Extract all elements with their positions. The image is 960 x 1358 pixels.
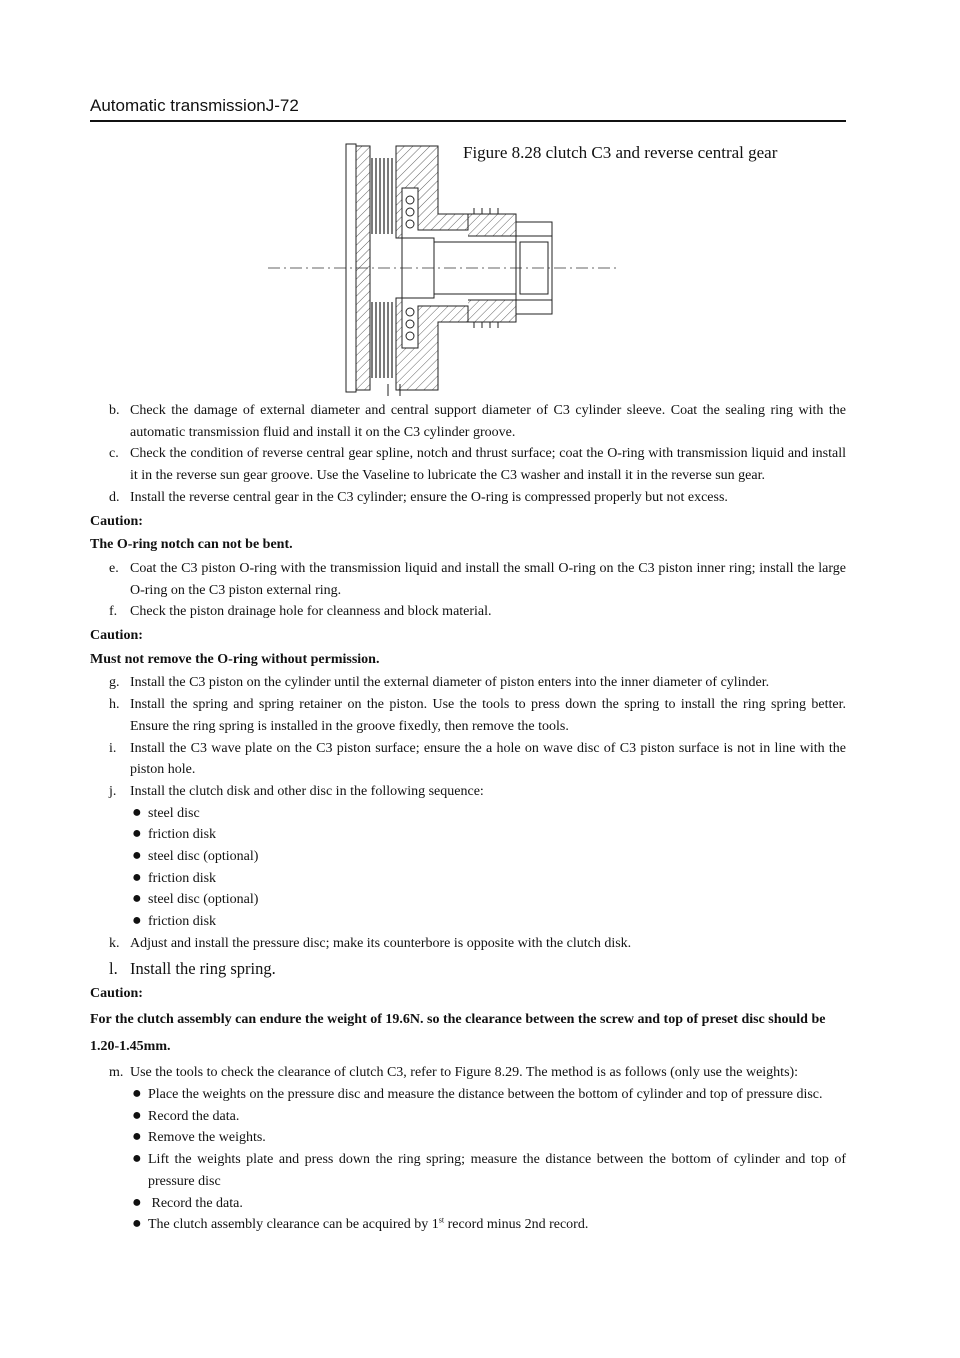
- step-i: [90, 738, 846, 781]
- caution-text: The O-ring notch can not be bent.: [90, 537, 293, 553]
- step-text: Coat the C3 piston O-ring with the transmission liquid and install the small O-ring on the C3 piston inner ring; install the large O-ring on the C3 piston external ring.: [130, 560, 846, 598]
- step-marker: m.: [109, 1065, 124, 1081]
- step-marker: g.: [109, 675, 120, 691]
- step-text: Adjust and install the pressure disc; make its counterbore is opposite with the clutch disk.: [130, 935, 632, 951]
- step-marker: h.: [109, 697, 120, 713]
- step-marker: f.: [109, 604, 118, 620]
- final-text: The clutch assembly clearance can be acquired by 1: [148, 1217, 439, 1233]
- step-text: Install the ring spring.: [130, 958, 276, 978]
- step-marker: i.: [109, 740, 117, 756]
- page-header: [90, 96, 846, 122]
- step-k: [90, 933, 846, 955]
- step-marker: j.: [109, 783, 117, 799]
- caution-label: Caution:: [90, 628, 143, 644]
- method-text: Place the weights on the pressure disc and measure the distance between the bottom of cylinder and top of pressure disc.: [148, 1086, 823, 1102]
- final-item: [90, 1214, 846, 1236]
- step-c: [90, 443, 846, 486]
- method-item: [90, 1084, 846, 1106]
- step-text: Install the reverse central gear in the C3 cylinder; ensure the O-ring is compressed properly but not excess.: [130, 489, 728, 505]
- step-f: [90, 601, 846, 623]
- method-item: [90, 1127, 846, 1149]
- sequence-text: friction disk: [148, 827, 217, 843]
- clutch-c3-drawing: [268, 138, 628, 398]
- step-text: Install the C3 piston on the cylinder until the external diameter of piston enters into the inner diameter of cylinder.: [130, 675, 770, 691]
- final-text-end: record minus 2nd record.: [444, 1217, 589, 1233]
- step-text: Install the clutch disk and other disc in the following sequence:: [130, 783, 484, 799]
- header-title: Automatic transmissionJ-72: [90, 96, 299, 115]
- bullet-icon: ●: [132, 1215, 142, 1233]
- step-h: [90, 694, 846, 737]
- method-item: [90, 1193, 846, 1215]
- step-text: Install the spring and spring retainer on the piston. Use the tools to press down the spring to install the ring spring better. Ensure the ring spring is installed in the groove fixedly, then remove the tools.: [130, 697, 846, 734]
- bullet-icon: ●: [132, 1150, 142, 1168]
- step-text: Check the condition of reverse central gear spline, notch and thrust surface; coat the O-ring with transmission liquid and install it in the reverse sun gear groove. Use the Vaseline to lubricate the C3 washer and install it in the reverse sun gear.: [130, 446, 846, 484]
- caution-text: Must not remove the O-ring without permission.: [90, 651, 380, 667]
- caution-text: For the clutch assembly can endure the weight of 19.6N. so the clearance between the screw and top of preset disc should be 1.20-1.45mm.: [90, 1012, 826, 1055]
- sequence-item: [90, 846, 846, 868]
- sequence-text: steel disc (optional): [148, 892, 259, 908]
- step-text: Use the tools to check the clearance of clutch C3, refer to Figure 8.29. The method is as follows (only use the weights):: [130, 1065, 799, 1081]
- step-marker: e.: [109, 560, 119, 576]
- sequence-item: [90, 911, 846, 933]
- bullet-icon: ●: [132, 890, 142, 908]
- document-body: [90, 400, 846, 1236]
- sequence-text: friction disk: [148, 914, 217, 930]
- bullet-icon: ●: [132, 1084, 142, 1102]
- sequence-text: steel disc (optional): [148, 849, 259, 865]
- bullet-icon: ●: [132, 825, 142, 843]
- sequence-item: [90, 803, 846, 825]
- method-text: Record the data.: [148, 1108, 240, 1124]
- step-marker: l.: [109, 958, 118, 978]
- bullet-icon: ●: [132, 1106, 142, 1124]
- method-item: [90, 1149, 846, 1192]
- sequence-text: friction disk: [148, 870, 217, 886]
- step-b: [90, 400, 846, 443]
- step-d: [90, 487, 846, 509]
- sequence-item: [90, 868, 846, 890]
- method-item: [90, 1106, 846, 1128]
- method-text: Lift the weights plate and press down the ring spring; measure the distance between the bottom of cylinder and top of pressure disc: [148, 1152, 846, 1189]
- bullet-icon: ●: [132, 803, 142, 821]
- sequence-item: [90, 824, 846, 846]
- method-text: Remove the weights.: [148, 1130, 266, 1146]
- bullet-icon: ●: [132, 868, 142, 886]
- step-marker: k.: [109, 935, 120, 951]
- step-m: [90, 1062, 846, 1084]
- step-text: Check the damage of external diameter and central support diameter of C3 cylinder sleeve. Coat the sealing ring with the automatic transmission fluid and install it on the C3 cylinder groove.: [130, 403, 846, 440]
- clutch-c3-figure: [268, 138, 628, 398]
- sequence-item: [90, 889, 846, 911]
- bullet-icon: ●: [132, 912, 142, 930]
- bullet-icon: ●: [132, 1128, 142, 1146]
- bullet-icon: ●: [132, 847, 142, 865]
- step-marker: b.: [109, 403, 120, 418]
- method-text: Record the data.: [148, 1195, 243, 1211]
- step-j: [90, 781, 846, 803]
- step-g: [90, 672, 846, 694]
- step-text: Install the C3 wave plate on the C3 piston surface; ensure the a hole on wave disc of C3 piston surface is not in line with the piston hole.: [130, 740, 846, 778]
- step-l: [90, 957, 846, 981]
- step-marker: d.: [109, 489, 120, 505]
- step-text: Check the piston drainage hole for cleanness and block material.: [130, 604, 492, 620]
- step-marker: c.: [109, 446, 119, 462]
- bullet-icon: ●: [132, 1193, 142, 1211]
- step-e: [90, 558, 846, 601]
- superscript: st: [438, 1215, 445, 1225]
- sequence-text: steel disc: [148, 805, 200, 821]
- caution-label: Caution:: [90, 985, 143, 1001]
- caution-label: Caution:: [90, 513, 143, 529]
- figure-caption: Figure 8.28 clutch C3 and reverse central gear: [463, 143, 778, 162]
